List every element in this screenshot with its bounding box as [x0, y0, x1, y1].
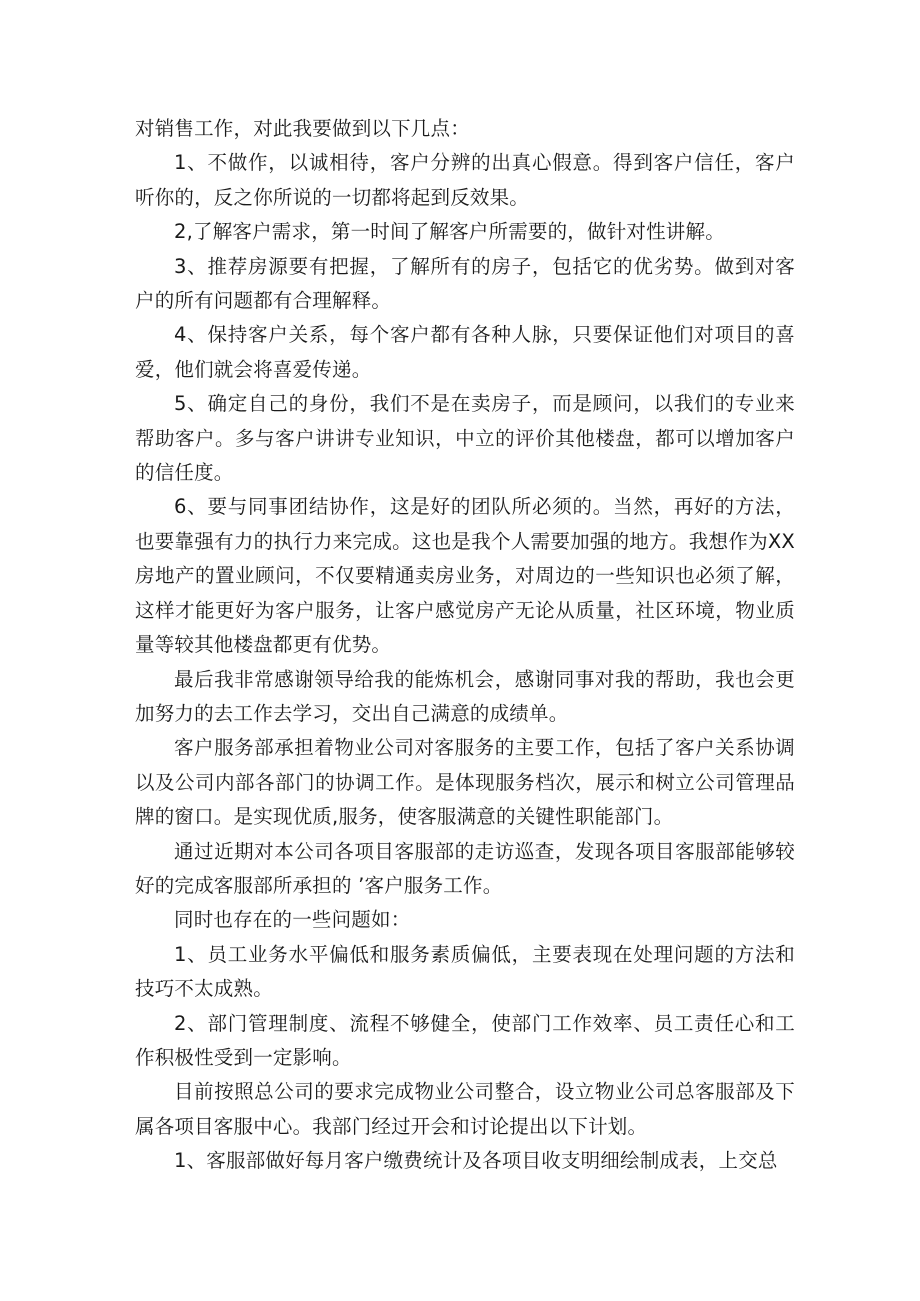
- paragraph-point-3: 3、推荐房源要有把握，了解所有的房子，包括它的优劣势。做到对客户的所有问题都有合理解释。: [135, 254, 795, 313]
- paragraph-customer-service-intro: 客户服务部承担着物业公司对客服务的主要工作，包括了客户关系协调以及公司内部各部门的协调工作。是体现服务档次，展示和树立公司管理品牌的窗口。是实现优质,服务，使客服满意的关键性职能部门。: [135, 736, 795, 829]
- paragraph-point-6: 6、要与同事团结协作，这是好的团队所必须的。当然，再好的方法，也要靠强有力的执行力来完成。这也是我个人需要加强的地方。我想作为XX房地产的置业顾问，不仅要精通卖房业务，对周边的一些知识也必须了解，这样才能更好为客户服务，让客户感觉房产无论从质量，社区环境，物业质量等较其他楼盘都更有优势。: [135, 495, 795, 657]
- paragraph-inspection: 通过近期对本公司各项目客服部的走访巡查，发现各项目客服部能够较好的完成客服部所承担的 ’客户服务工作。: [135, 839, 795, 897]
- paragraph-thanks: 最后我非常感谢领导给我的能炼机会，感谢同事对我的帮助，我也会更加努力的去工作去学习，交出自己满意的成绩单。: [135, 667, 795, 725]
- paragraph-point-4: 4、保持客户关系，每个客户都有各种人脉，只要保证他们对项目的喜爱，他们就会将喜爱传递。: [135, 323, 795, 381]
- paragraph-point-2: 2,了解客户需求，第一时间了解客户所需要的，做针对性讲解。: [174, 220, 725, 244]
- paragraph-problem-1: 1、员工业务水平偏低和服务素质偏低，主要表现在处理问题的方法和技巧不太成熟。: [135, 942, 795, 1001]
- document-body: [135, 112, 795, 1179]
- paragraph-intro: 对销售工作，对此我要做到以下几点：: [135, 117, 470, 140]
- paragraph-point-1: 1、不做作，以诚相待，客户分辨的出真心假意。得到客户信任，客户听你的，反之你所说的一切都将起到反效果。: [135, 151, 795, 209]
- paragraph-plan-intro: 目前按照总公司的要求完成物业公司整合，设立物业公司总客服部及下属各项目客服中心。我部门经过开会和讨论提出以下计划。: [135, 1080, 795, 1138]
- paragraph-plan-1: 1、客服部做好每月客户缴费统计及各项目收支明细绘制成表，上交总: [174, 1149, 778, 1173]
- paragraph-point-5: 5、确定自己的身份，我们不是在卖房子，而是顾问，以我们的专业来帮助客户。多与客户讲讲专业知识，中立的评价其他楼盘，都可以增加客户的信任度。: [135, 392, 795, 485]
- paragraph-problems-heading: 同时也存在的一些问题如：: [174, 908, 411, 932]
- paragraph-problem-2: 2、部门管理制度、流程不够健全，使部门工作效率、员工责任心和工作积极性受到一定影响。: [135, 1011, 795, 1069]
